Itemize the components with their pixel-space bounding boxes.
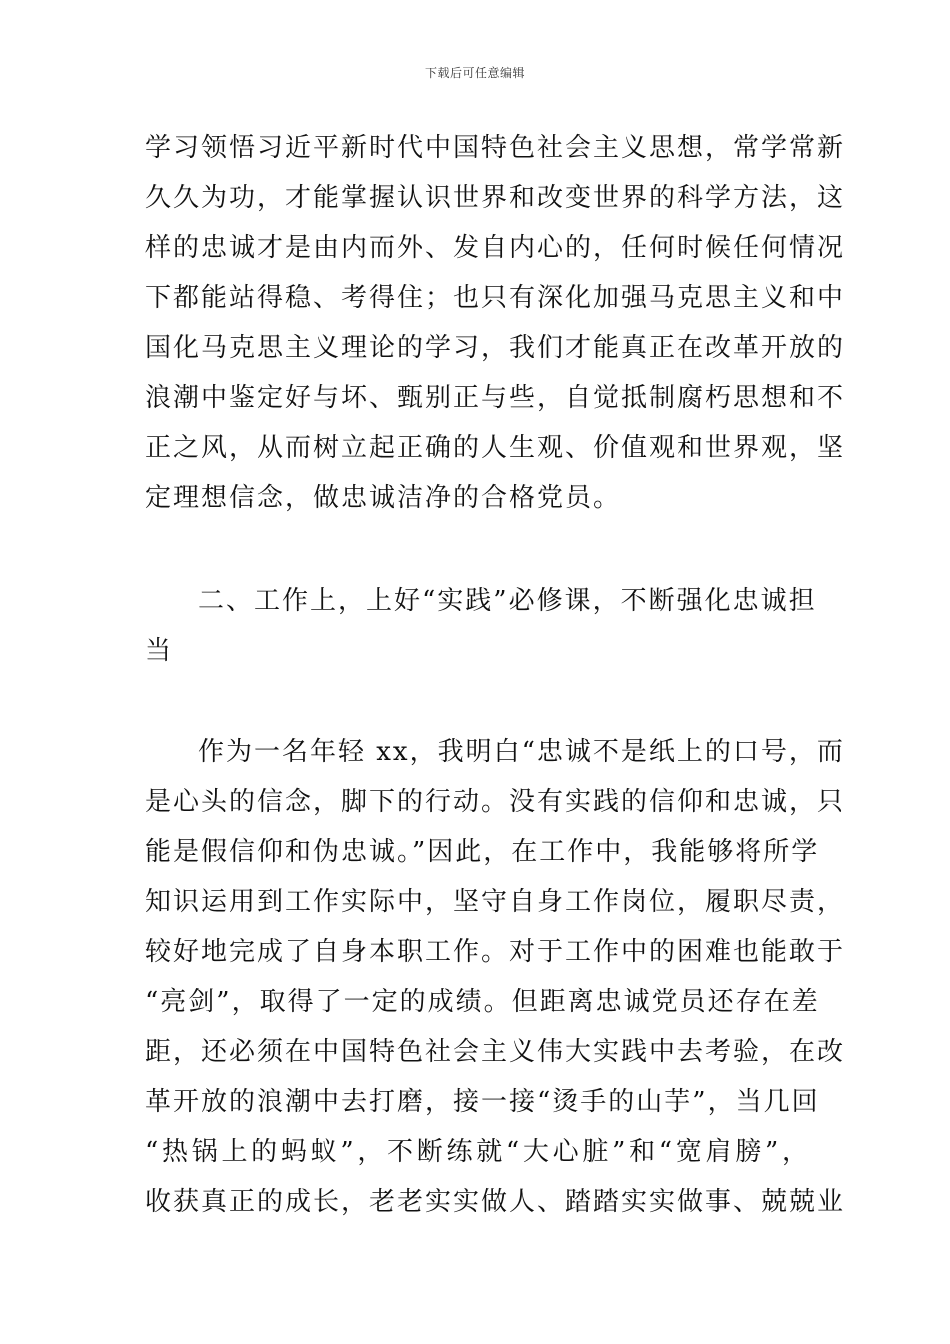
paragraph-3-line-3: 能是假信仰和伪忠诚。”因此，在工作中，我能够将所学 <box>145 837 820 867</box>
section-heading-line-2: 当 <box>145 636 174 666</box>
paragraph-3-line-8: 革开放的浪潮中去打磨，接一接“烫手的山芋”，当几回 <box>145 1087 820 1117</box>
paragraph-1-line-6: 浪潮中鉴定好与坏、甄别正与些，自觉抵制腐朽思想和不 <box>145 383 846 413</box>
paragraph-3-line-10: 收获真正的成长，老老实实做人、踏踏实实做事、兢兢业 <box>145 1187 846 1217</box>
paragraph-1-line-5: 国化马克思主义理论的学习，我们才能真正在改革开放的 <box>145 333 846 363</box>
paragraph-3-line-2: 是心头的信念，脚下的行动。没有实践的信仰和忠诚，只 <box>145 787 846 817</box>
paragraph-3-line-9: “热锅上的蚂蚁”，不断练就“大心脏”和“宽肩膀”， <box>145 1137 810 1167</box>
paragraph-3-line-7: 距，还必须在中国特色社会主义伟大实践中去考验，在改 <box>145 1037 846 1067</box>
paragraph-1-line-1: 学习领悟习近平新时代中国特色社会主义思想，常学常新 <box>145 133 846 163</box>
paragraph-1-line-7: 正之风，从而树立起正确的人生观、价值观和世界观，坚 <box>145 433 846 463</box>
paragraph-1-line-3: 样的忠诚才是由内而外、发自内心的，任何时候任何情况 <box>145 233 846 263</box>
paragraph-3-line-4: 知识运用到工作实际中，坚守自身工作岗位，履职尽责， <box>145 887 846 917</box>
paragraph-1-line-2: 久久为功，才能掌握认识世界和改变世界的科学方法，这 <box>145 183 846 213</box>
page-header: 下载后可任意编辑 <box>424 66 525 80</box>
section-heading-line-1: 二、工作上，上好“实践”必修课，不断强化忠诚担 <box>198 586 817 616</box>
paragraph-3-line-6: “亮剑”，取得了一定的成绩。但距离忠诚党员还存在差 <box>145 987 820 1017</box>
paragraph-3-line-5: 较好地完成了自身本职工作。对于工作中的困难也能敢于 <box>145 937 846 967</box>
paragraph-1-line-8: 定理想信念，做忠诚洁净的合格党员。 <box>145 483 622 513</box>
paragraph-1-line-4: 下都能站得稳、考得住；也只有深化加强马克思主义和中 <box>145 283 846 313</box>
paragraph-3-line-1: 作为一名年轻 xx，我明白“忠诚不是纸上的口号，而 <box>198 737 845 767</box>
